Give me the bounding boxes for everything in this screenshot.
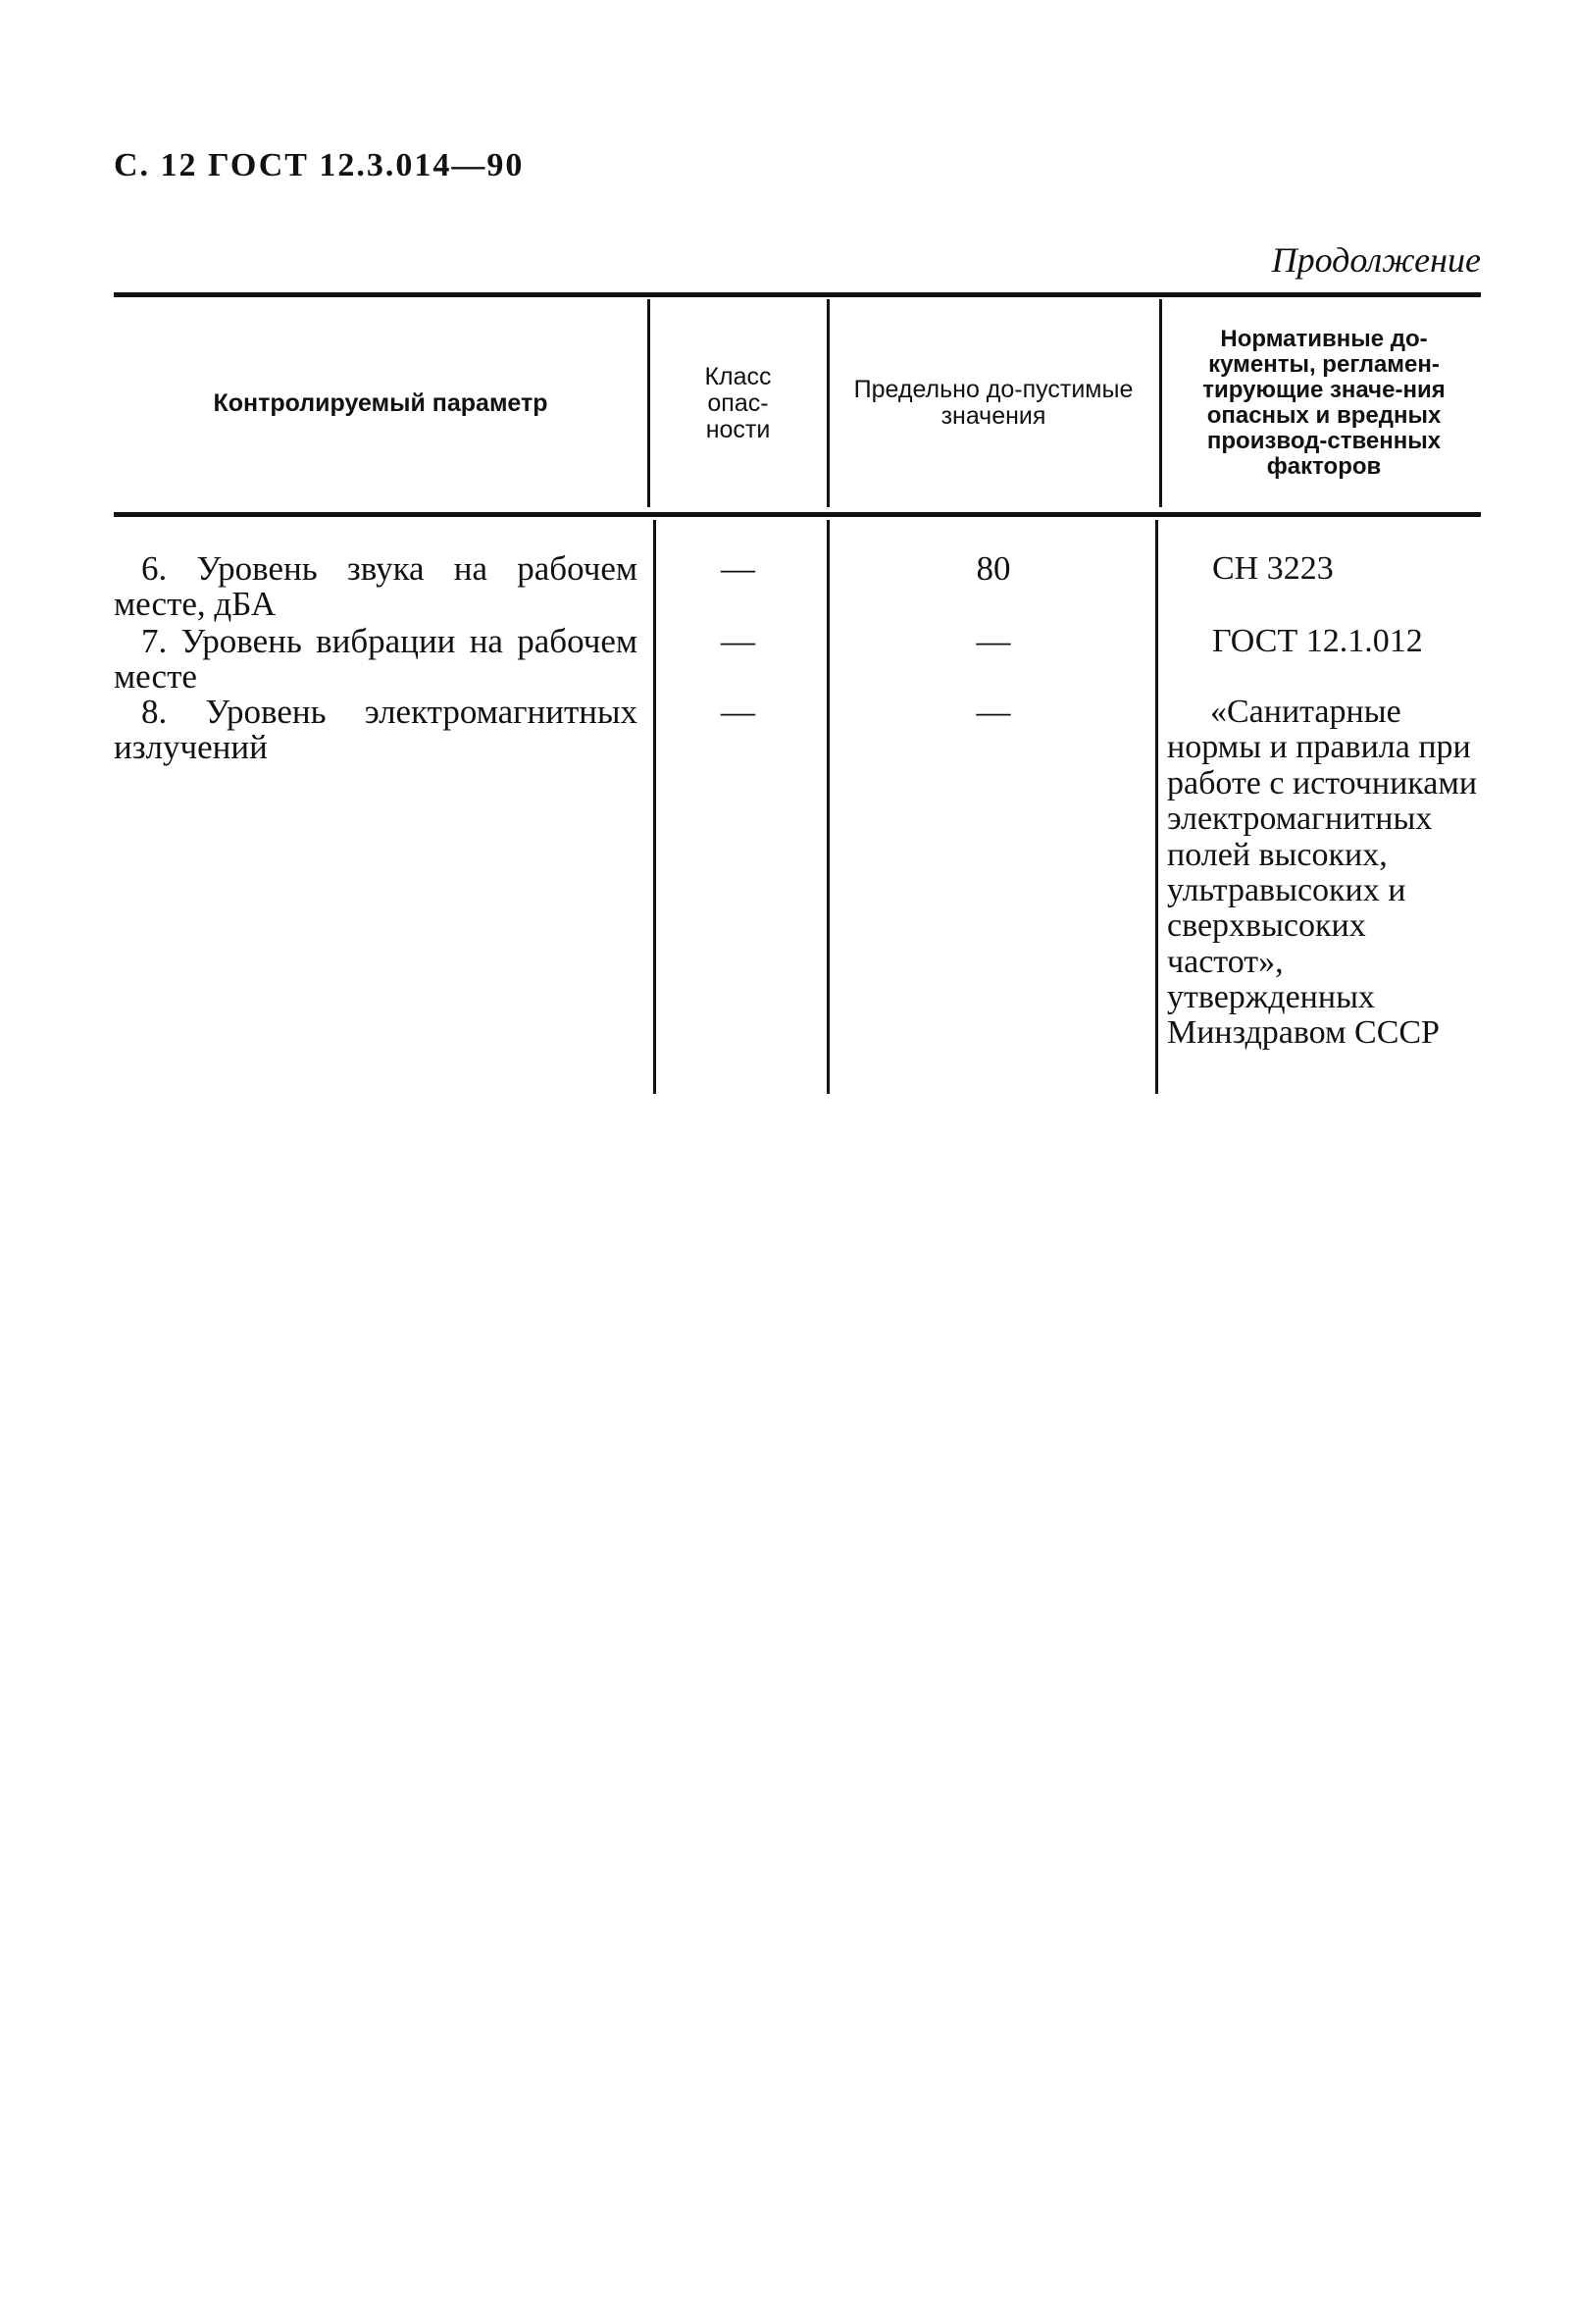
table-row-8-norm-doc: «Санитарные нормы и правила при работе с источниками электромагнитных полей высоких, ультравысоких и сверхвысоких частот», утвержденных Минздравом СССР — [1167, 694, 1478, 1052]
column-divider-2-body — [827, 520, 830, 1094]
column-divider-3-body — [1155, 520, 1158, 1094]
continuation-label: Продолжение — [1271, 240, 1481, 280]
column-header-hazard-class-label: Класс опас-ности — [704, 362, 772, 443]
page-header: С. 12 ГОСТ 12.3.014—90 — [114, 147, 525, 183]
column-header-limit — [836, 299, 1151, 507]
table-row-6-hazard-class: — — [721, 549, 755, 588]
table-row-6-limit: 80 — [976, 549, 1011, 588]
column-header-limit-label: Предельно до-пустимые значения — [853, 376, 1134, 430]
table-row-6-parameter: 6. Уровень звука на рабочем месте, дБА — [114, 549, 637, 624]
table-row-8-parameter: 8. Уровень электромагнитных излучений — [114, 693, 637, 767]
table-row-6-norm-doc: СН 3223 — [1212, 550, 1334, 587]
column-header-parameter — [114, 299, 647, 507]
column-header-norm-docs-label: Нормативные до-кументы, регламен-тирующие значе-ния опасных и вредных производ-ственных факторов — [1202, 326, 1446, 480]
table-row-7-limit: — — [976, 622, 1011, 660]
table-row-7-hazard-class: — — [721, 622, 755, 660]
column-divider-1-body — [653, 520, 656, 1094]
column-header-parameter-label: Контролируемый параметр — [213, 388, 548, 417]
column-divider-2 — [827, 299, 830, 507]
table-row-7-parameter: 7. Уровень вибрации на рабочем месте — [114, 622, 637, 697]
table-top-rule — [114, 292, 1481, 297]
column-header-norm-docs — [1167, 299, 1481, 507]
table-row-8-limit: — — [976, 693, 1011, 731]
table-row-8-hazard-class: — — [721, 693, 755, 731]
column-divider-1 — [647, 299, 650, 507]
column-header-hazard-class — [657, 299, 819, 507]
column-divider-3 — [1159, 299, 1162, 507]
table-header-rule — [114, 512, 1481, 517]
table-row-7-norm-doc: ГОСТ 12.1.012 — [1212, 623, 1423, 659]
